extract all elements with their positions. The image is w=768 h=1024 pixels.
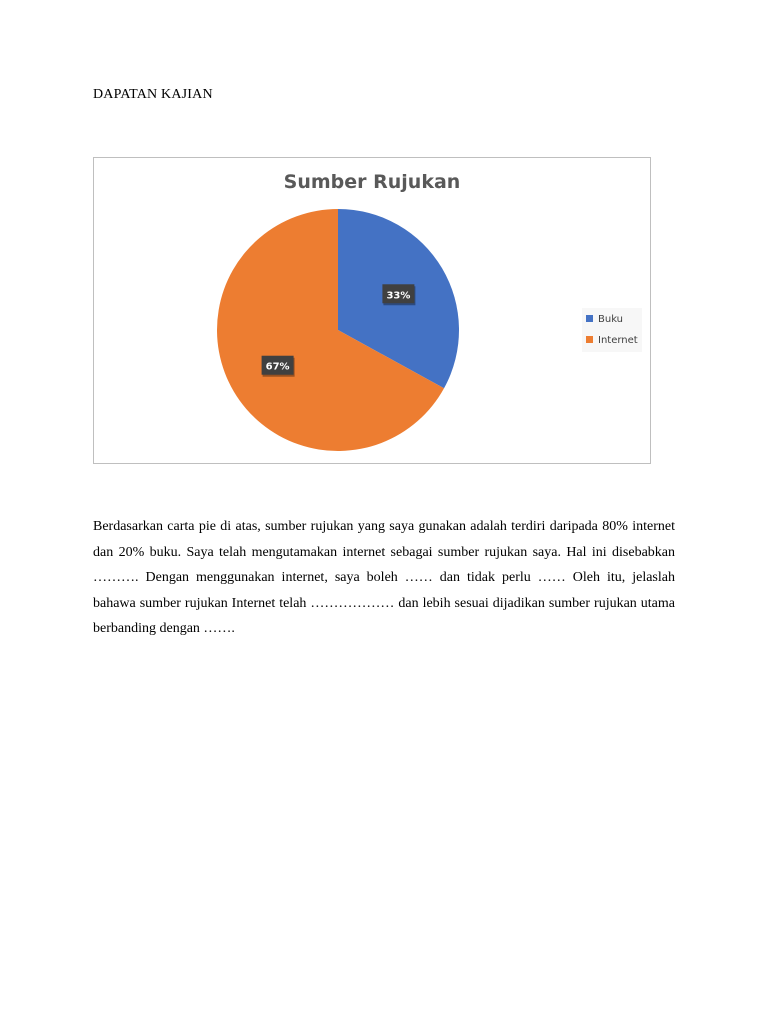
legend-swatch-buku: [586, 315, 593, 322]
pie-chart-frame: [93, 157, 651, 464]
data-label-text: 67%: [265, 361, 290, 373]
data-label-text: 33%: [386, 290, 411, 302]
legend-swatch-internet: [586, 336, 593, 343]
chart-title: Sumber Rujukan: [283, 171, 461, 193]
chart-legend: [582, 308, 642, 352]
legend-label-buku: Buku: [598, 314, 624, 325]
document-heading: DAPATAN KAJIAN: [93, 87, 213, 102]
findings-paragraph: Berdasarkan carta pie di atas, sumber rujukan yang saya gunakan adalah terdiri daripada 80% internet dan 20% buku. Saya telah mengutamakan internet sebagai sumber rujukan saya. Hal ini disebabkan ………. Dengan menggunakan internet, saya boleh …… dan tidak perlu …… Oleh itu, jelaslah bahawa sumber rujukan Internet telah ……………… dan lebih sesuai dijadikan sumber rujukan utama berbanding dengan …….: [93, 519, 675, 636]
data-label-buku: [382, 284, 415, 305]
pie-slices: [217, 209, 459, 451]
legend-label-internet: Internet: [598, 335, 638, 346]
pie-chart: [94, 158, 650, 463]
data-label-internet: [262, 356, 295, 377]
